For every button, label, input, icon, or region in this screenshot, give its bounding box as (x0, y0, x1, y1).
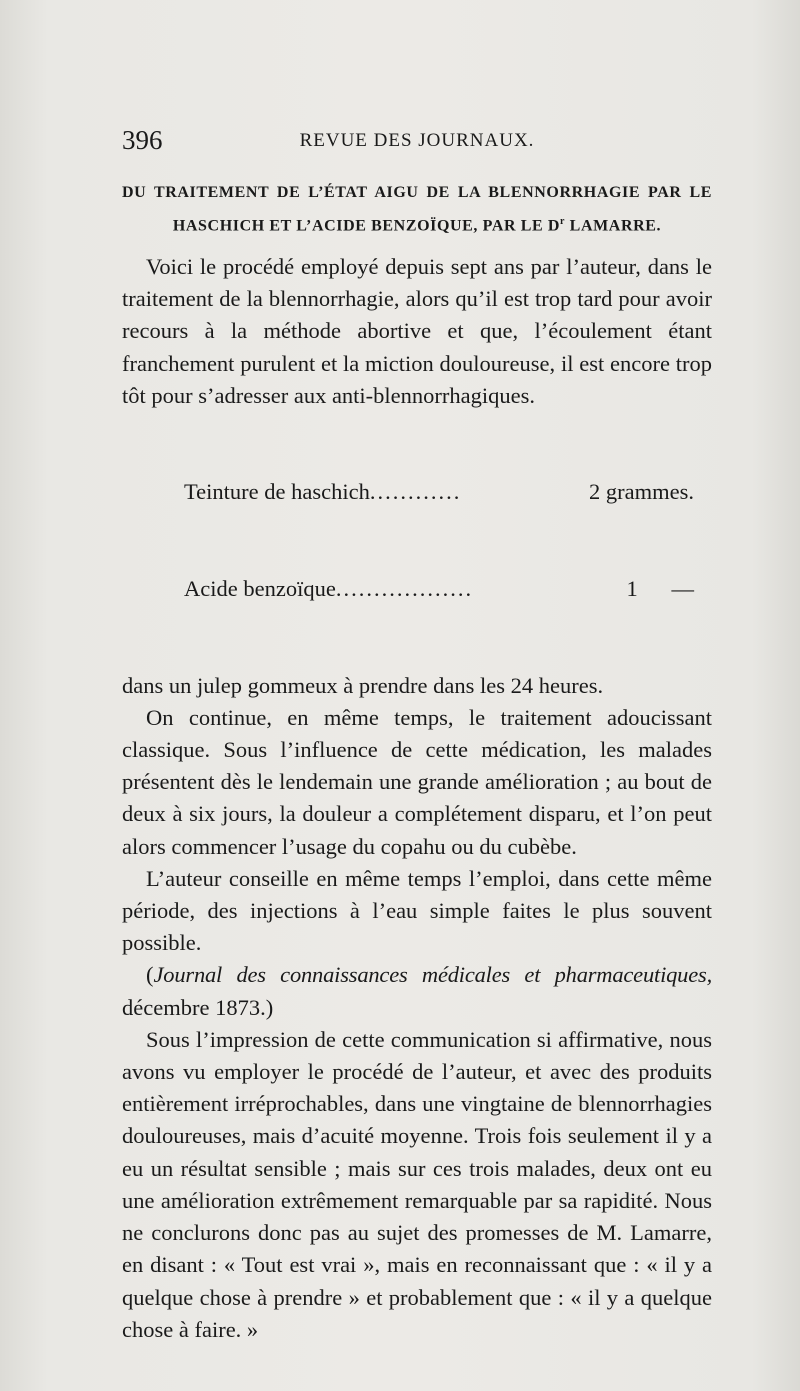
title-line-2-suffix: LAMARRE. (565, 217, 662, 235)
title-line-2-prefix: HASCHICH ET L’ACIDE BENZOÏQUE, PAR LE D (172, 217, 561, 235)
title-superscript: r (560, 216, 566, 227)
recipe-leader-dots: ............ (369, 479, 462, 505)
running-head: REVUE DES JOURNAUX. (299, 130, 535, 151)
recipe-row (184, 476, 694, 508)
recipe-ingredient: Acide benzoïque (184, 576, 336, 602)
article-title-line-1: DU TRAITEMENT DE L’ÉTAT AIGU DE LA BLENNORRHAGIE PAR LE (122, 184, 712, 201)
recipe-amount: 1 — (626, 576, 694, 602)
recipe-leader-dots: .................. (335, 576, 474, 602)
citation-journal-title: Journal des connaissances médicales et pharmaceutiques, (153, 962, 712, 988)
recipe-row (184, 573, 694, 605)
page-number: 396 (122, 125, 163, 155)
recipe-amount: 2 grammes. (589, 479, 694, 505)
paragraph-after-recipe: dans un julep gommeux à prendre dans les 24 heures. (122, 672, 604, 698)
citation-date: décembre 1873.) (122, 994, 274, 1020)
page-header (122, 124, 712, 158)
citation (122, 959, 712, 1023)
paragraph-advice: L’auteur conseille en même temps l’emploi, dans cette même période, des injections à l’eau simple faites le plus souvent possible. (122, 865, 712, 956)
recipe (122, 412, 712, 670)
paragraph-intro: Voici le procédé employé depuis sept ans par l’auteur, dans le traitement de la blennorrhagie, alors qu’il est trop tard pour avoir recours à la méthode abortive et que, l’écoulement étant franchement purulent et la miction douloureuse, il est encore trop tôt pour s’adresser aux anti-blennorrhagiques. (122, 254, 712, 408)
paragraph-impression: Sous l’impression de cette communication si affirmative, nous avons vu employer le procédé de l’auteur, et avec des produits entièrement irréprochables, dans une vingtaine de blennorrhagies douloureuses, mais d’acuité moyenne. Trois fois seulement il y a eu un résultat sensible ; mais sur ces trois malades, deux ont eu une amélioration extrêmement remarquable par sa rapidité. Nous ne conclurons donc pas au sujet des promesses de M. Lamarre, en disant : « Tout est vrai », mais en reconnaissant que : « il y a quelque chose à prendre » et probablement que : « il y a quelque chose à faire. » (122, 1026, 712, 1342)
citation-open-paren: ( (146, 962, 154, 988)
recipe-ingredient: Teinture de haschich (184, 479, 370, 505)
article-title-line-2 (122, 207, 712, 240)
article-body (122, 251, 712, 1346)
paragraph-continue: On continue, en même temps, le traitement adoucissant classique. Sous l’influence de cette médication, les malades présentent dès le lendemain une grande amélioration ; au bout de deux à six jours, la douleur a complétement disparu, et l’on peut alors commencer l’usage du copahu ou du cubèbe. (122, 704, 712, 859)
article-title (122, 178, 712, 240)
